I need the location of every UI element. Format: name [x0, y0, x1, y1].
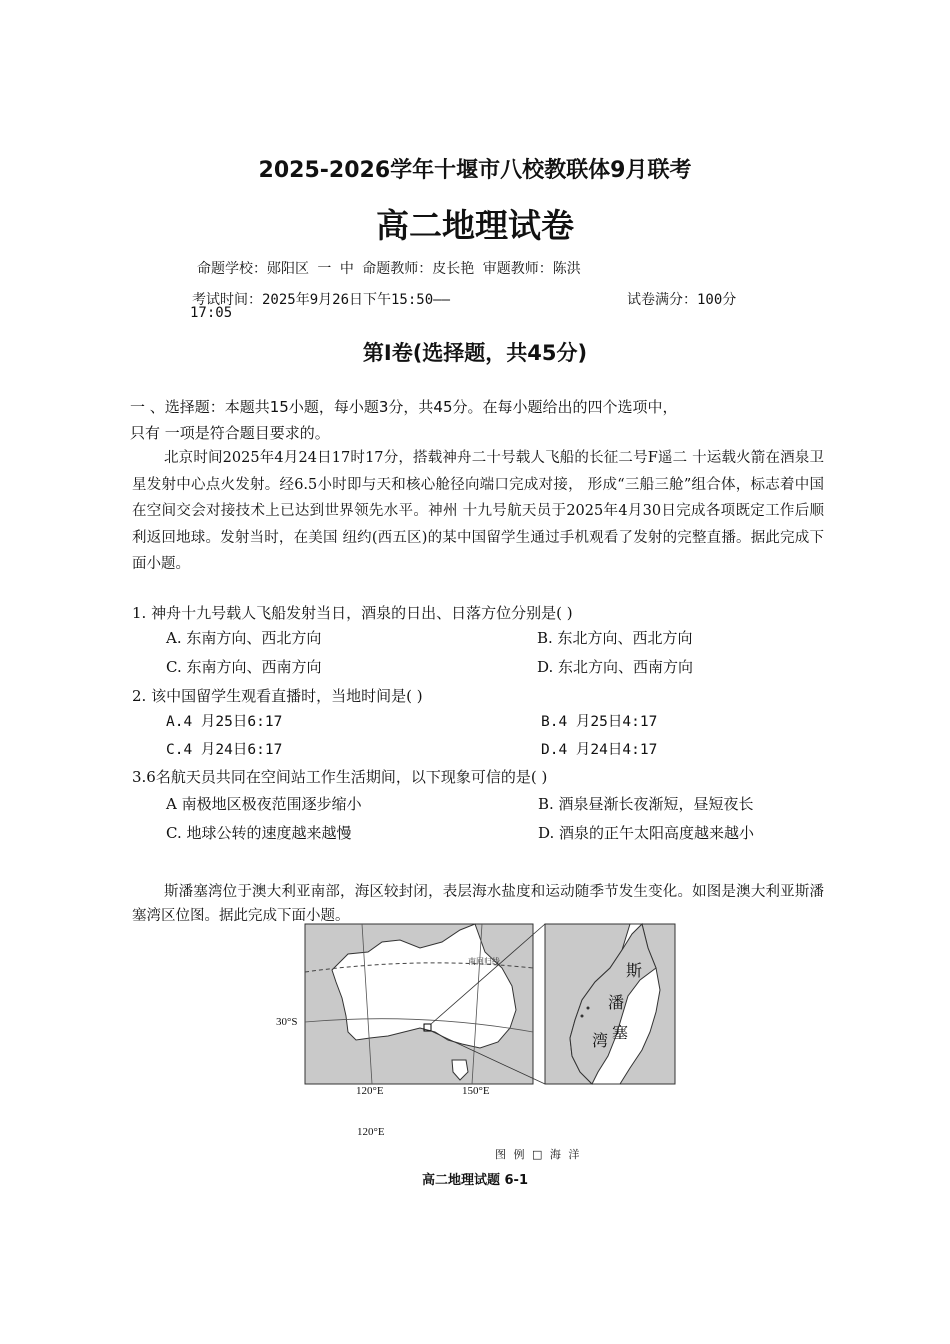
question-3-option-d: D. 酒泉的正午太阳高度越来越小 — [538, 824, 755, 842]
question-2-option-b: B.4 月25日4:17 — [541, 714, 658, 730]
island-dot-2 — [581, 1015, 584, 1018]
exam-time: 考试时间：2025年9月26日下午15:50—— — [192, 292, 451, 308]
question-3-stem: 3.6名航天员共同在空间站工作生活期间，以下现象可信的是( ) — [132, 768, 548, 786]
question-2-stem: 2. 该中国留学生观看直播时，当地时间是( ) — [132, 687, 423, 705]
section-title: 第Ⅰ卷(选择题，共45分) — [362, 341, 588, 365]
bay-char-1: 斯 — [626, 961, 643, 980]
map-lat-label: 30°S — [276, 1016, 298, 1028]
tropic-label: 南回归线 — [468, 957, 500, 966]
question-2-option-d: D.4 月24日4:17 — [541, 742, 658, 758]
instructions-line2: 只有 一项是符合题目要求的。 — [130, 424, 330, 442]
question-1-option-b: B. 东北方向、西北方向 — [537, 629, 693, 647]
exam-time-end: 17:05 — [190, 305, 233, 321]
question-3-option-a: A 南极地区极夜范围逐步缩小 — [166, 795, 362, 813]
passage-1: 北京时间2025年4月24日17时17分，搭载神舟二十号载人飞船的长征二号F遥二 十运载火箭在酒泉卫星发射中心点火发射。经6.5小时即与天和核心舱径向端口完成对接， 形成“三船三舱”组合体，标志着中国在空间交会对接技术上已达到世界领先水平。神州 十九号航天员于2025年4月30日完成各项既定工作后顺利返回地球。发射当时，在美国 纽约(西五区)的某中国留学生通过手机观看了发射的完整直播。据此完成下面小题。 — [132, 450, 824, 572]
spencer-gulf-map — [270, 920, 690, 1090]
map-lon-right: 150°E — [462, 1085, 490, 1097]
passage-2: 斯潘塞湾位于澳大利亚南部，海区较封闭，表层海水盐度和运动随季节发生变化。如图是澳大利亚斯潘塞湾区位图。据此完成下面小题。 — [132, 884, 824, 924]
map-legend: 图 例 □ 海 洋 — [495, 1148, 582, 1161]
exam-title: 2025-2026学年十堰市八校教联体9月联考 — [258, 158, 692, 183]
map-lon-left: 120°E — [356, 1085, 384, 1097]
page-footer: 高二地理试题 6-1 — [421, 1173, 528, 1188]
question-1-option-a: A. 东南方向、西北方向 — [166, 629, 322, 647]
question-2-option-c: C.4 月24日6:17 — [166, 742, 283, 758]
map-lon-below: 120°E — [357, 1126, 385, 1138]
question-1-option-c: C. 东南方向、西南方向 — [166, 658, 322, 676]
authors-line: 命题学校：郧阳区 一 中 命题教师：皮长艳 审题教师：陈洪 — [197, 261, 581, 277]
bay-char-4: 湾 — [592, 1031, 609, 1050]
subject-title: 高二地理试卷 — [376, 206, 574, 245]
question-3-option-b: B. 酒泉昼渐长夜渐短，昼短夜长 — [538, 795, 754, 813]
question-2-option-a: A.4 月25日6:17 — [166, 714, 283, 730]
bay-char-2: 潘 — [608, 993, 625, 1012]
question-1-option-d: D. 东北方向、西南方向 — [537, 658, 694, 676]
question-3-option-c: C. 地球公转的速度越来越慢 — [166, 824, 352, 842]
island-dot-1 — [587, 1007, 590, 1010]
question-1-stem: 1. 神舟十九号载人飞船发射当日，酒泉的日出、日落方位分别是( ) — [132, 604, 573, 622]
bay-char-3: 塞 — [612, 1023, 629, 1042]
full-score: 试卷满分：100分 — [627, 292, 737, 308]
instructions-line1: 一 、选择题：本题共15小题，每小题3分，共45分。在每小题给出的四个选项中， — [130, 398, 678, 416]
